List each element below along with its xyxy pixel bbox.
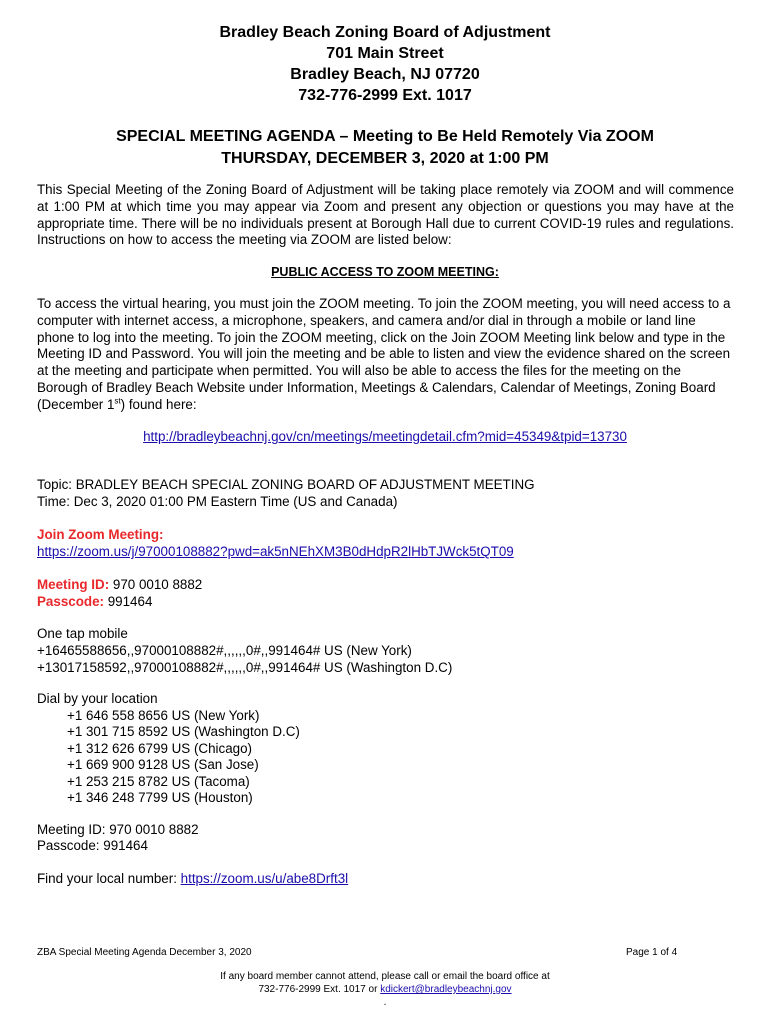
join-zoom-label: Join Zoom Meeting: xyxy=(37,527,164,542)
local-number-link[interactable]: https://zoom.us/u/abe8Drft3l xyxy=(180,871,349,886)
agenda-date: THURSDAY, DECEMBER 3, 2020 at 1:00 PM xyxy=(221,150,549,167)
dial-number: +1 646 558 8656 US (New York) xyxy=(67,708,260,723)
access-text-end: ) found here: xyxy=(120,396,197,412)
dial-number: +1 253 215 8782 US (Tacoma) xyxy=(67,774,250,789)
footer-contact xyxy=(0,983,770,996)
dial-number: +1 669 900 9128 US (San Jose) xyxy=(67,757,259,772)
footer-email-link[interactable]: kdickert@bradleybeachnj.gov xyxy=(380,984,512,995)
page-number: Page 1 of 4 xyxy=(626,947,678,958)
org-phone: 732-776-2999 Ext. 1017 xyxy=(298,87,472,104)
meeting-detail-link-row xyxy=(0,428,770,445)
dial-number: +1 346 248 7799 US (Houston) xyxy=(67,790,253,805)
dial-heading: Dial by your location xyxy=(37,691,158,706)
one-tap-heading: One tap mobile xyxy=(37,626,128,641)
org-city: Bradley Beach, NJ 07720 xyxy=(290,66,480,83)
access-sup: st xyxy=(114,396,121,406)
intro-paragraph: This Special Meeting of the Zoning Board of Adjustment will be taking place remotely via ZOOM and will commence at 1:00 PM at which time you may appear via Zoom and present any objection or questions you may have at the appropriate time. There will be no individuals present at Borough Hall due to current COVID-19 rules and regulations. Instructions on how to access the meeting via ZOOM are listed below: xyxy=(37,182,734,248)
access-text: To access the virtual hearing, you must join the ZOOM meeting. To join the ZOOM meeting, you will need access to a computer with internet access, a microphone, speakers, and camera and/or dial in through a mobile or land line phone to log into the meeting. To join the ZOOM meeting, click on the Join ZOOM Meeting link below and type in the Meeting ID and Password. You will join the meeting and be able to listen and view the evidence shared on the screen at the meeting and participate when permitted. You will also be able to access the files for the meeting on the Borough of Bradley Beach Website under Information, Meetings & Calendars, Calendar of Meetings, Zoning Board (December 1 xyxy=(37,296,731,412)
passcode-value: 991464 xyxy=(104,594,153,609)
access-paragraph xyxy=(37,296,734,414)
org-name: Bradley Beach Zoning Board of Adjustment xyxy=(219,24,551,41)
passcode-label: Passcode: xyxy=(37,594,104,609)
meeting-time: Time: Dec 3, 2020 01:00 PM Eastern Time (US and Canada) xyxy=(37,494,398,509)
org-street: 701 Main Street xyxy=(326,45,444,62)
footer-dot: . xyxy=(383,997,387,1008)
join-zoom-link[interactable]: https://zoom.us/j/97000108882?pwd=ak5nNEhXM3B0dHdpR2lHbTJWck5tQT09 xyxy=(37,544,514,559)
meeting-id-plain: Meeting ID: 970 0010 8882 xyxy=(37,822,199,837)
meeting-detail-link[interactable]: http://bradleybeachnj.gov/cn/meetings/meetingdetail.cfm?mid=45349&tpid=13730 xyxy=(143,429,627,444)
meeting-id-value: 970 0010 8882 xyxy=(109,577,203,592)
join-zoom-link-row xyxy=(37,544,514,561)
one-tap-line: +13017158592,,97000108882#,,,,,,0#,,991464# US (Washington D.C) xyxy=(37,660,453,675)
footer-notice: If any board member cannot attend, please call or email the board office at xyxy=(220,971,550,982)
passcode-row xyxy=(37,594,152,611)
footer-phone: 732-776-2999 Ext. 1017 or xyxy=(258,984,381,995)
dial-number: +1 312 626 6799 US (Chicago) xyxy=(67,741,252,756)
agenda-title: SPECIAL MEETING AGENDA – Meeting to Be Held Remotely Via ZOOM xyxy=(116,128,654,145)
passcode-plain: Passcode: 991464 xyxy=(37,838,148,853)
dial-number: +1 301 715 8592 US (Washington D.C) xyxy=(67,724,300,739)
local-number-row xyxy=(37,871,348,888)
meeting-id-label: Meeting ID: xyxy=(37,577,110,592)
meeting-id-row xyxy=(37,577,202,594)
meeting-topic: Topic: BRADLEY BEACH SPECIAL ZONING BOARD OF ADJUSTMENT MEETING xyxy=(37,477,535,492)
local-number-label: Find your local number: xyxy=(37,871,181,886)
public-access-heading: PUBLIC ACCESS TO ZOOM MEETING: xyxy=(271,265,499,279)
footer-title: ZBA Special Meeting Agenda December 3, 2020 xyxy=(37,947,252,958)
one-tap-line: +16465588656,,97000108882#,,,,,,0#,,991464# US (New York) xyxy=(37,643,412,658)
